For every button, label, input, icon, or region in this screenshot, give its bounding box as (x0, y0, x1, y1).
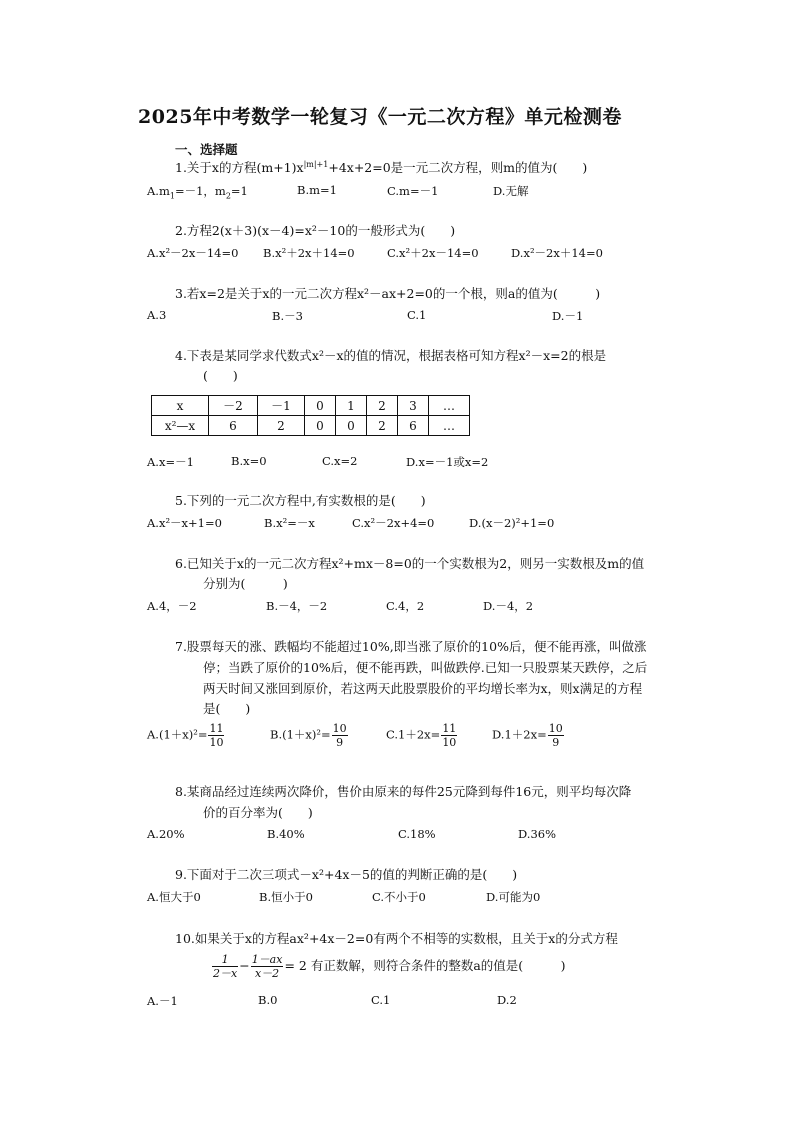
q7-a-denominator: 10 (209, 736, 224, 749)
q10-option-a[interactable]: A.－1 (147, 994, 178, 1008)
q1-stem-part-a: 1.关于x的方程(m+1)x (175, 160, 304, 175)
q1-a-sub2: 2 (225, 191, 231, 201)
q4-option-b[interactable]: B.x=0 (231, 454, 267, 468)
question-6-stem-line1: 6.已知关于x的一元二次方程x²+mx－8=0的一个实数根为2，则另一实数根及m的值 (175, 556, 645, 571)
q7-c-numerator: 11 (442, 722, 457, 735)
q8-option-d[interactable]: D.36% (518, 827, 557, 841)
table-cell: x (152, 396, 209, 416)
q7-c-lhs: C.1＋2x= (386, 727, 441, 742)
q1-option-d[interactable]: D.无解 (493, 184, 529, 198)
q6-option-c[interactable]: C.4，2 (386, 599, 425, 613)
q2-option-b[interactable]: B.x²＋2x＋14=0 (263, 246, 355, 260)
q6-option-d[interactable]: D.－4，2 (483, 599, 534, 613)
q10-f2-denominator: x－2 (254, 967, 280, 980)
q7-option-d[interactable] (492, 722, 565, 749)
q7-d-numerator: 10 (548, 722, 563, 735)
table-cell: 2 (367, 416, 398, 436)
q10-option-c[interactable]: C.1 (371, 993, 391, 1007)
q10-fraction-2 (251, 953, 284, 980)
question-7-stem-line3: 两天时间又涨回到原价，若这两天此股票股价的平均增长率为x，则x满足的方程 (203, 681, 643, 696)
q7-b-lhs: B.(1＋x)²= (270, 727, 331, 742)
q9-option-a[interactable]: A.恒大于0 (147, 890, 201, 904)
section-heading: 一、选择题 (175, 142, 238, 157)
table-cell: x²—x (152, 416, 209, 436)
q1-stem-part-b: +4x+2=0是一元二次方程，则m的值为( ) (328, 160, 588, 175)
q1-exponent: |m|+1 (303, 159, 329, 169)
q7-b-fraction (332, 722, 348, 749)
question-7-stem-line4: 是( ) (203, 701, 251, 716)
q1-a-pre: A.m (147, 184, 170, 198)
q7-a-fraction (208, 722, 224, 749)
question-8-stem-line2: 价的百分率为( ) (203, 805, 313, 820)
q5-option-a[interactable]: A.x²－x+1=0 (147, 516, 222, 530)
q1-option-a[interactable] (147, 183, 248, 199)
question-4-stem-line2: ( ) (203, 368, 238, 383)
question-9-stem: 9.下面对于二次三项式－x²+4x－5的值的判断正确的是( ) (175, 867, 518, 882)
q7-d-fraction (548, 722, 564, 749)
q2-option-d[interactable]: D.x²－2x＋14=0 (511, 246, 603, 260)
q2-option-c[interactable]: C.x²＋2x－14=0 (387, 246, 479, 260)
table-cell: －1 (258, 396, 305, 416)
q9-option-b[interactable]: B.恒小于0 (259, 890, 313, 904)
q10-stem-rest: = 2 有正数解，则符合条件的整数a的值是( ) (284, 958, 566, 973)
q6-option-a[interactable]: A.4，－2 (147, 599, 197, 613)
q7-option-c[interactable] (386, 722, 458, 749)
q2-option-a[interactable]: A.x²－2x－14=0 (147, 246, 239, 260)
q7-option-b[interactable] (270, 722, 349, 749)
q1-a-sub1: 1 (169, 191, 175, 201)
q6-option-b[interactable]: B.－4，－2 (266, 599, 328, 613)
q10-option-d[interactable]: D.2 (497, 993, 517, 1007)
question-3-stem: 3.若x=2是关于x的一元二次方程x²－ax+2=0的一个根，则a的值为( ) (175, 286, 601, 301)
q9-option-d[interactable]: D.可能为0 (486, 890, 541, 904)
question-4-stem-line1: 4.下表是某同学求代数式x²－x的值的情况，根据表格可知方程x²－x=2的根是 (175, 348, 607, 363)
q5-option-c[interactable]: C.x²－2x+4=0 (352, 516, 435, 530)
q8-option-a[interactable]: A.20% (147, 827, 185, 841)
table-cell: 0 (336, 416, 367, 436)
question-2-stem: 2.方程2(x＋3)(x－4)=x²－10的一般形式为( ) (175, 223, 456, 238)
question-7-stem-line2: 停；当跌了原价的10%后，便不能再跌，叫做跌停.已知一只股票某天跌停，之后 (203, 660, 648, 675)
q10-option-b[interactable]: B.0 (258, 993, 278, 1007)
q4-option-a[interactable]: A.x=－1 (147, 455, 194, 469)
q1-a-post: =1 (230, 184, 248, 198)
q10-f1-numerator: 1 (212, 953, 238, 967)
q7-b-denominator: 9 (336, 736, 344, 749)
q5-option-d[interactable]: D.(x－2)²+1=0 (469, 516, 555, 530)
q3-option-a[interactable]: A.3 (147, 308, 167, 322)
question-7-stem-line1: 7.股票每天的涨、跌幅均不能超过10%,即当涨了原价的10%后，便不能再涨，叫做涨 (175, 639, 647, 654)
table-cell: －2 (209, 396, 258, 416)
q3-option-c[interactable]: C.1 (407, 308, 427, 322)
q10-fraction-1 (212, 953, 238, 980)
q8-option-c[interactable]: C.18% (398, 827, 436, 841)
table-cell: … (429, 396, 470, 416)
q1-a-mid: =－1，m (174, 184, 226, 198)
q7-c-fraction (441, 722, 457, 749)
table-cell: 3 (398, 396, 429, 416)
q7-a-numerator: 11 (209, 722, 224, 735)
q7-d-lhs: D.1＋2x= (492, 727, 547, 742)
table-cell: 1 (336, 396, 367, 416)
q10-f1-denominator: 2－x (213, 967, 238, 980)
table-cell: 2 (258, 416, 305, 436)
q10-f2-numerator: 1－ax (251, 953, 283, 966)
q8-option-b[interactable]: B.40% (267, 827, 305, 841)
q1-option-c[interactable]: C.m=－1 (387, 184, 439, 198)
table-row (152, 396, 470, 416)
q3-option-b[interactable]: B.－3 (272, 309, 303, 323)
q7-c-denominator: 10 (442, 736, 457, 749)
values-table (151, 395, 470, 436)
table-cell: 0 (305, 396, 336, 416)
table-cell: 6 (209, 416, 258, 436)
q3-option-d[interactable]: D.－1 (552, 309, 584, 323)
q1-option-b[interactable]: B.m=1 (297, 183, 337, 197)
table-cell: 0 (305, 416, 336, 436)
q4-option-d[interactable]: D.x=－1或x=2 (406, 455, 489, 469)
q9-option-c[interactable]: C.不小于0 (372, 890, 426, 904)
question-6-stem-line2: 分别为( ) (203, 576, 288, 591)
q7-a-lhs: A.(1＋x)²= (147, 727, 208, 742)
question-10-stem-line2 (211, 953, 566, 980)
q7-b-numerator: 10 (332, 722, 347, 735)
document-title: 2025年中考数学一轮复习《一元二次方程》单元检测卷 (138, 106, 622, 128)
q7-option-a[interactable] (147, 722, 225, 749)
table-cell: 6 (398, 416, 429, 436)
table-cell: … (429, 416, 470, 436)
table-row (152, 416, 470, 436)
question-1-stem (175, 159, 587, 177)
q4-option-c[interactable]: C.x=2 (322, 454, 358, 468)
question-10-stem-line1: 10.如果关于x的方程ax²+4x－2=0有两个不相等的实数根，且关于x的分式方程 (175, 931, 618, 946)
q5-option-b[interactable]: B.x²=－x (264, 516, 315, 530)
question-8-stem-line1: 8.某商品经过连续两次降价，售价由原来的每件25元降到每件16元，则平均每次降 (175, 784, 632, 799)
q7-d-denominator: 9 (552, 736, 560, 749)
q10-minus-sign: − (239, 958, 250, 973)
table-cell: 2 (367, 396, 398, 416)
question-5-stem: 5.下列的一元二次方程中,有实数根的是( ) (175, 493, 426, 508)
